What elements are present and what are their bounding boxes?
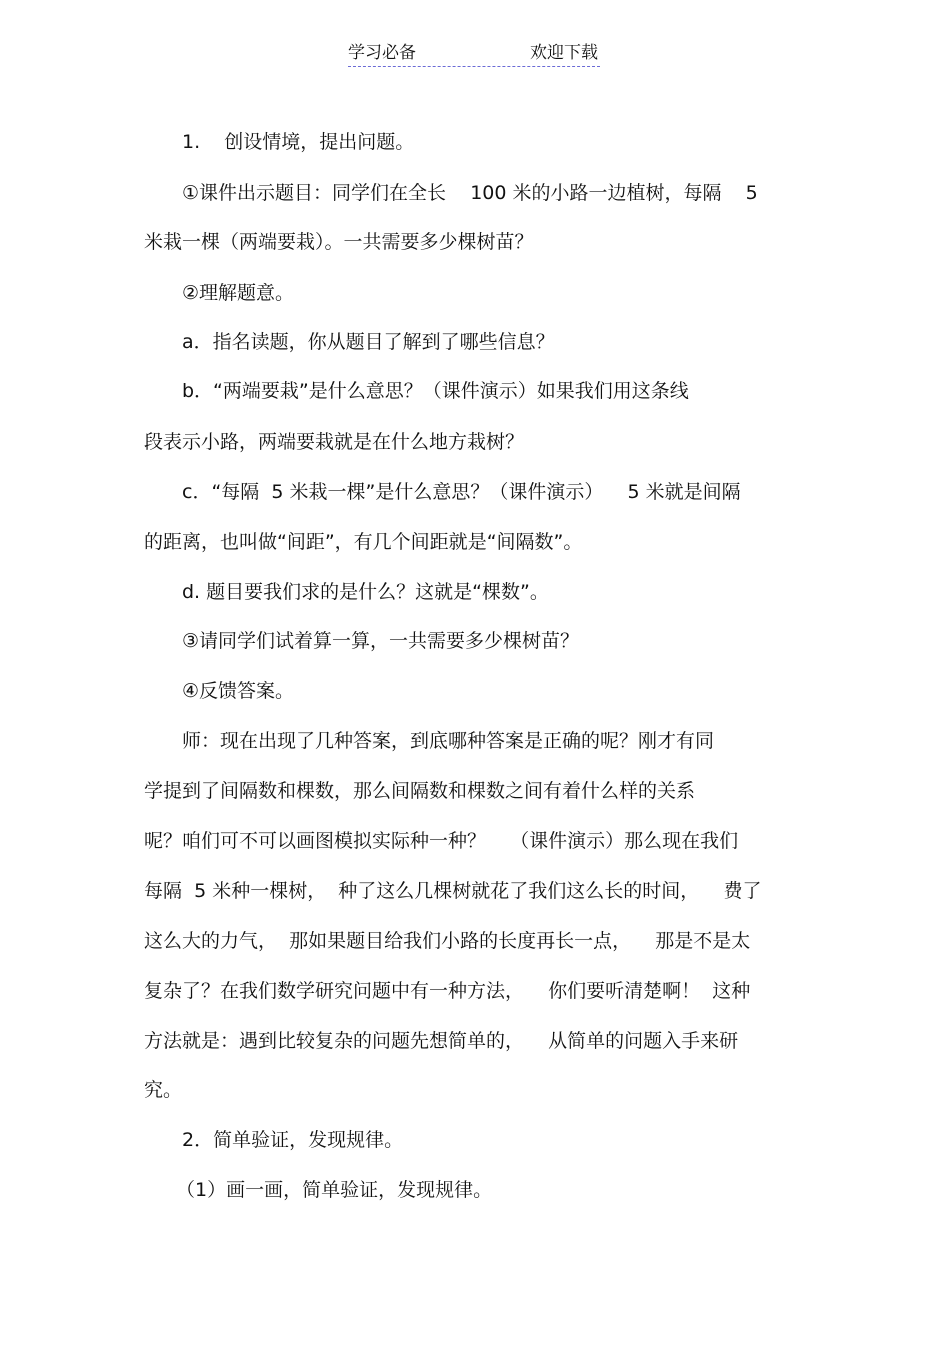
- item-d: d. 题目要我们求的是什么？这就是“棵数”。: [182, 581, 549, 603]
- item-c-line-2: 的距离，也叫做“间距”，有几个间距就是“间隔数”。: [144, 531, 583, 553]
- step-calculate: ③请同学们试着算一算，一共需要多少棵树苗？: [182, 630, 580, 652]
- problem-statement-line-2: 米栽一棵（两端要栽）。一共需要多少棵树苗？: [144, 231, 534, 253]
- page-header: [348, 40, 600, 67]
- item-a: a．指名读题，你从题目了解到了哪些信息？: [182, 331, 555, 353]
- header-right-text: 欢迎下载: [530, 43, 598, 63]
- teacher-paragraph-line-3: 呢？咱们可不可以画图模拟实际种一种？ （课件演示）那么现在我们: [144, 830, 739, 852]
- step-feedback: ④反馈答案。: [182, 680, 295, 702]
- item-c-line-1: c．“每隔 5 米栽一棵”是什么意思？（课件演示） 5 米就是间隔: [182, 481, 741, 503]
- step-understand: ②理解题意。: [182, 282, 295, 304]
- subsection-1-heading: （1）画一画，简单验证，发现规律。: [176, 1179, 493, 1201]
- teacher-paragraph-line-7: 方法就是：遇到比较复杂的问题先想简单的， 从简单的问题入手来研: [144, 1030, 739, 1052]
- item-b-line-2: 段表示小路，两端要栽就是在什么地方栽树？: [144, 431, 525, 453]
- teacher-paragraph-line-8: 究。: [144, 1079, 183, 1101]
- item-b-line-1: b．“两端要栽”是什么意思？（课件演示）如果我们用这条线: [182, 380, 689, 402]
- teacher-paragraph-line-6: 复杂了？在我们数学研究问题中有一种方法， 你们要听清楚啊！ 这种: [144, 980, 751, 1002]
- teacher-paragraph-line-1: 师：现在出现了几种答案，到底哪种答案是正确的呢？刚才有同: [182, 730, 715, 752]
- section-1-heading: 1. 创设情境，提出问题。: [182, 131, 415, 153]
- section-2-heading: 2．简单验证，发现规律。: [182, 1129, 404, 1151]
- header-left-text: 学习必备: [348, 43, 416, 63]
- teacher-paragraph-line-2: 学提到了间隔数和棵数，那么间隔数和棵数之间有着什么样的关系: [144, 780, 696, 802]
- problem-statement-line-1: ①课件出示题目：同学们在全长 100 米的小路一边植树，每隔 5: [182, 182, 758, 204]
- teacher-paragraph-line-4: 每隔 5 米种一棵树， 种了这么几棵树就花了我们这么长的时间， 费了: [144, 880, 762, 902]
- teacher-paragraph-line-5: 这么大的力气， 那如果题目给我们小路的长度再长一点， 那是不是太: [144, 930, 751, 952]
